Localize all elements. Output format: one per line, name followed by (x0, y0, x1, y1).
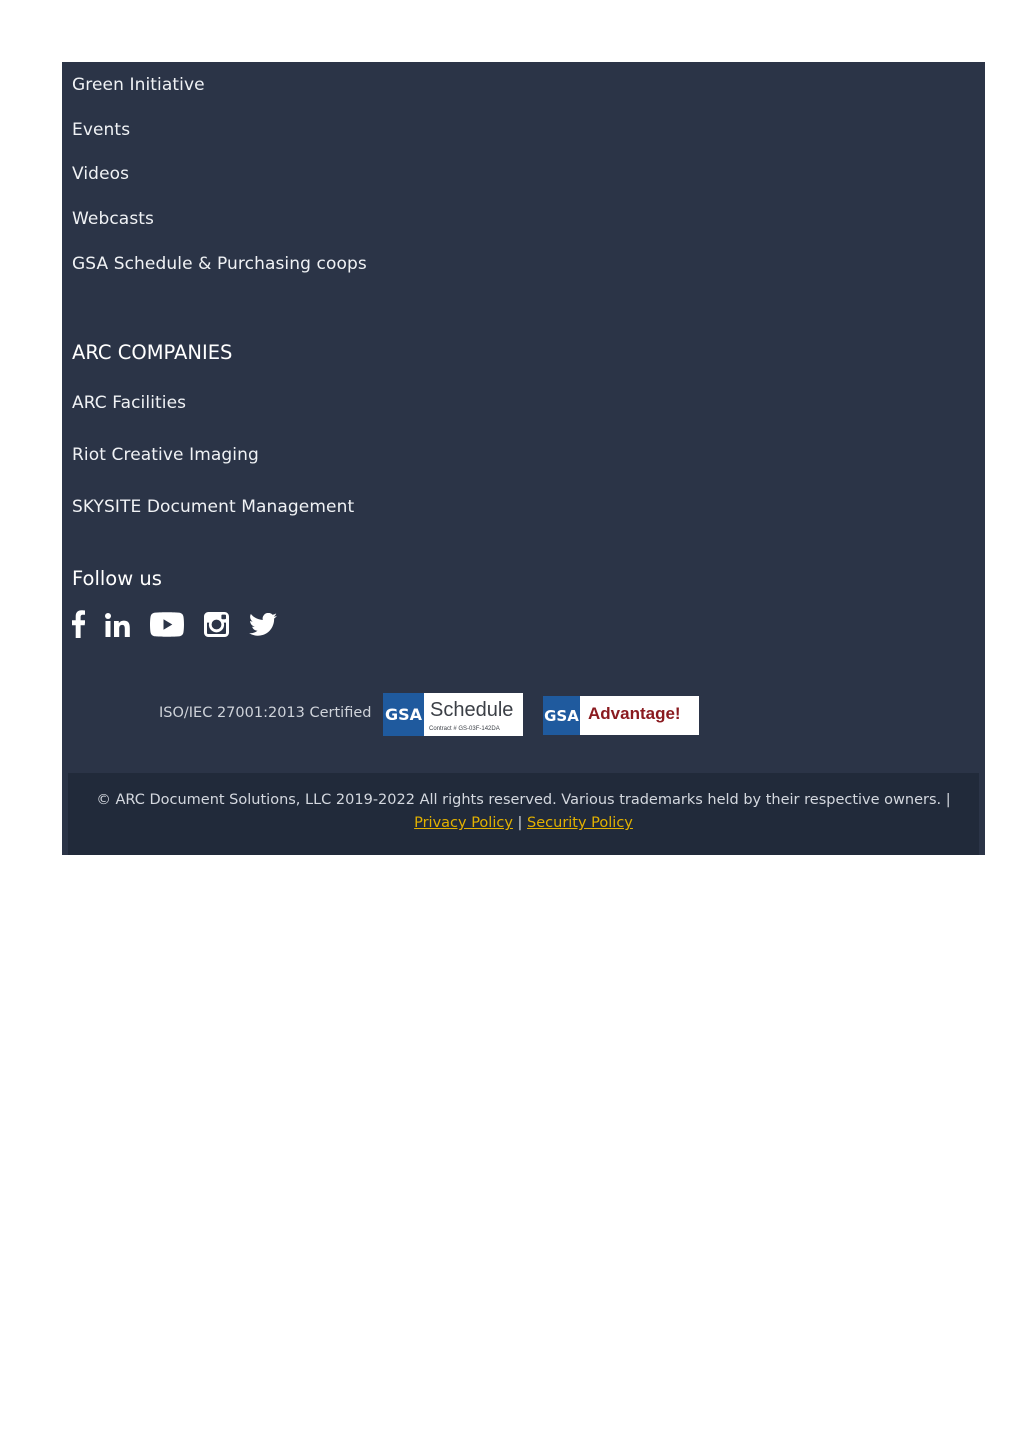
footer-link-green-initiative[interactable]: Green Initiative (72, 75, 205, 95)
company-link-arc-facilities[interactable]: ARC Facilities (72, 393, 187, 413)
site-footer (62, 62, 985, 855)
company-link-riot-creative[interactable]: Riot Creative Imaging (72, 445, 259, 465)
policy-links (68, 815, 979, 831)
gsa-schedule-title: Schedule (430, 699, 514, 721)
follow-us-heading: Follow us (72, 567, 162, 590)
gsa-advantage-badge[interactable] (543, 696, 699, 735)
youtube-icon[interactable] (150, 612, 184, 637)
footer-link-gsa-schedule[interactable]: GSA Schedule & Purchasing coops (72, 254, 367, 274)
gsa-logo: GSA (543, 696, 580, 735)
copyright-bar (68, 773, 979, 855)
arc-companies-heading: ARC COMPANIES (72, 341, 233, 364)
iso-certification-text: ISO/IEC 27001:2013 Certified (159, 705, 372, 721)
facebook-icon[interactable] (72, 610, 85, 638)
instagram-icon[interactable] (204, 612, 229, 637)
privacy-policy-link[interactable]: Privacy Policy (414, 815, 513, 831)
gsa-contract-number: Contract # GS-03F-142DA (429, 726, 500, 732)
copyright-text: © ARC Document Solutions, LLC 2019-2022 All rights reserved. Various trademarks held by their respective owners. | (96, 792, 951, 808)
linkedin-icon[interactable] (105, 613, 130, 637)
gsa-schedule-badge[interactable] (383, 693, 523, 736)
footer-link-events[interactable]: Events (72, 120, 131, 140)
gsa-logo: GSA (383, 693, 424, 736)
company-link-skysite[interactable]: SKYSITE Document Management (72, 497, 355, 517)
security-policy-link[interactable]: Security Policy (527, 815, 633, 831)
policy-separator: | (517, 815, 523, 831)
twitter-icon[interactable] (249, 613, 277, 636)
gsa-advantage-title: Advantage! (588, 704, 681, 723)
footer-link-webcasts[interactable]: Webcasts (72, 209, 155, 229)
footer-link-videos[interactable]: Videos (72, 164, 130, 184)
